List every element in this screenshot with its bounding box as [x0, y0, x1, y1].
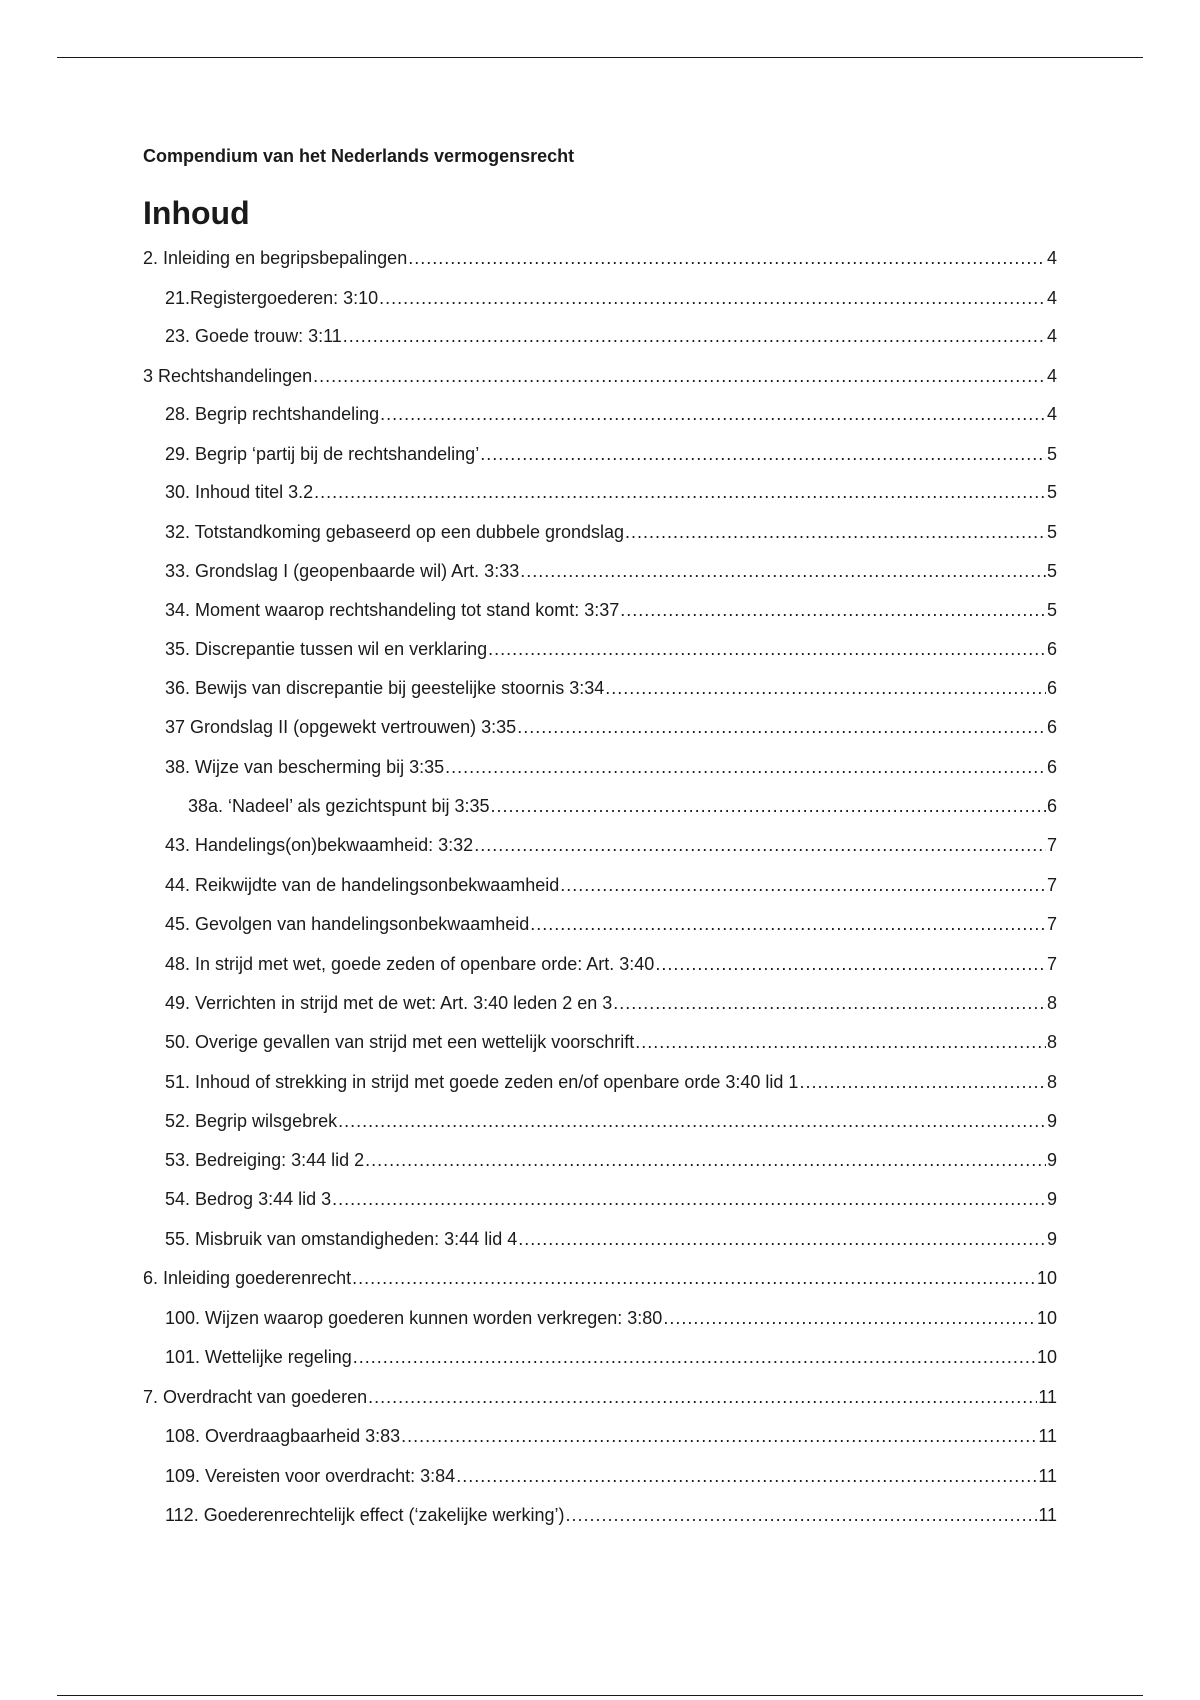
toc-entry-page-number: 7 — [1046, 835, 1057, 855]
toc-entry-page-number: 6 — [1046, 678, 1057, 698]
toc-entry-page-number: 11 — [1038, 1387, 1057, 1407]
toc-entry-page-number: 6 — [1046, 796, 1057, 816]
toc-dot-leader — [379, 285, 1046, 311]
toc-entry-page-number: 4 — [1046, 366, 1057, 386]
toc-entry-label: 29. Begrip ‘partij bij de rechtshandeling’ — [165, 444, 480, 464]
toc-dot-leader — [799, 1069, 1046, 1095]
toc-entry-page-number: 9 — [1046, 1229, 1057, 1249]
toc-entry-page-number: 4 — [1046, 326, 1057, 346]
toc-entry-page-number: 7 — [1046, 954, 1057, 974]
toc-entry-page-number: 9 — [1046, 1189, 1057, 1209]
toc-dot-leader — [663, 1305, 1036, 1331]
toc-entry[interactable] — [165, 323, 1057, 349]
toc-entry-page-number: 8 — [1046, 993, 1057, 1013]
toc-entry-label: 35. Discrepantie tussen wil en verklaring — [165, 639, 488, 659]
toc-dot-leader — [368, 1384, 1037, 1410]
toc-dot-leader — [338, 1108, 1046, 1134]
document-title: Compendium van het Nederlands vermogensrecht — [143, 146, 575, 166]
toc-entry[interactable] — [165, 714, 1057, 740]
toc-entry-page-number: 7 — [1046, 914, 1057, 934]
toc-entry-label: 48. In strijd met wet, goede zeden of openbare orde: Art. 3:40 — [165, 954, 655, 974]
toc-dot-leader — [560, 872, 1046, 898]
toc-entry-label: 54. Bedrog 3:44 lid 3 — [165, 1189, 332, 1209]
toc-entry[interactable] — [165, 990, 1057, 1016]
toc-dot-leader — [408, 245, 1046, 271]
toc-entry-page-number: 5 — [1046, 600, 1057, 620]
toc-entry-label: 32. Totstandkoming gebaseerd op een dubbele grondslag — [165, 522, 625, 542]
toc-entry-page-number: 10 — [1036, 1347, 1057, 1367]
toc-heading: Inhoud — [143, 195, 250, 231]
toc-dot-leader — [530, 911, 1046, 937]
toc-entry[interactable] — [165, 479, 1057, 505]
toc-dot-leader — [520, 558, 1046, 584]
toc-dot-leader — [517, 714, 1046, 740]
toc-entry-page-number: 6 — [1046, 757, 1057, 777]
toc-entry[interactable] — [165, 1502, 1057, 1528]
toc-entry-label: 53. Bedreiging: 3:44 lid 2 — [165, 1150, 365, 1170]
toc-entry[interactable] — [165, 441, 1057, 467]
toc-entry-page-number: 5 — [1046, 561, 1057, 581]
toc-entry[interactable] — [143, 363, 1057, 389]
toc-entry-page-number: 7 — [1046, 875, 1057, 895]
toc-entry-label: 28. Begrip rechtshandeling — [165, 404, 380, 424]
toc-entry[interactable] — [165, 1463, 1057, 1489]
toc-entry[interactable] — [143, 1384, 1057, 1410]
toc-entry-label: 109. Vereisten voor overdracht: 3:84 — [165, 1466, 456, 1486]
toc-entry-label: 45. Gevolgen van handelingsonbekwaamheid — [165, 914, 530, 934]
toc-entry-label: 2. Inleiding en begripsbepalingen — [143, 248, 408, 268]
toc-dot-leader — [605, 675, 1046, 701]
toc-dot-leader — [353, 1344, 1036, 1370]
toc-entry[interactable] — [143, 1265, 1057, 1291]
toc-entry-page-number: 5 — [1046, 522, 1057, 542]
toc-dot-leader — [518, 1226, 1046, 1252]
toc-entry[interactable] — [165, 872, 1057, 898]
toc-dot-leader — [480, 441, 1046, 467]
toc-dot-leader — [365, 1147, 1046, 1173]
toc-entry-label: 101. Wettelijke regeling — [165, 1347, 352, 1367]
toc-entry-label: 51. Inhoud of strekking in strijd met goede zeden en/of openbare orde 3:40 lid 1 — [165, 1072, 799, 1092]
toc-entry[interactable] — [165, 558, 1057, 584]
toc-entry-label: 50. Overige gevallen van strijd met een wettelijk voorschrift — [165, 1032, 635, 1052]
toc-dot-leader — [635, 1029, 1046, 1055]
toc-dot-leader — [620, 597, 1046, 623]
toc-entry[interactable] — [165, 1344, 1057, 1370]
header-rule — [57, 57, 1143, 58]
toc-dot-leader — [474, 832, 1046, 858]
toc-entry-label: 23. Goede trouw: 3:11 — [165, 326, 342, 346]
toc-entry[interactable] — [165, 675, 1057, 701]
toc-entry-page-number: 6 — [1046, 639, 1057, 659]
toc-entry-page-number: 8 — [1046, 1072, 1057, 1092]
toc-entry-label: 36. Bewijs van discrepantie bij geestelijke stoornis 3:34 — [165, 678, 605, 698]
toc-dot-leader — [313, 363, 1046, 389]
toc-entry[interactable] — [165, 1186, 1057, 1212]
toc-entry-page-number: 11 — [1038, 1466, 1057, 1486]
toc-entry[interactable] — [165, 951, 1057, 977]
toc-entry-label: 33. Grondslag I (geopenbaarde wil) Art. 3:33 — [165, 561, 520, 581]
toc-entry[interactable] — [165, 1147, 1057, 1173]
toc-dot-leader — [456, 1463, 1037, 1489]
toc-entry-page-number: 10 — [1036, 1268, 1057, 1288]
toc-entry[interactable] — [165, 1226, 1057, 1252]
toc-entry-label: 6. Inleiding goederenrecht — [143, 1268, 352, 1288]
toc-dot-leader — [491, 793, 1046, 819]
toc-entry[interactable] — [165, 1069, 1057, 1095]
toc-entry[interactable] — [165, 754, 1057, 780]
toc-dot-leader — [401, 1423, 1037, 1449]
toc-dot-leader — [314, 479, 1046, 505]
toc-entry-label: 38a. ‘Nadeel’ als gezichtspunt bij 3:35 — [188, 796, 490, 816]
toc-entry[interactable] — [165, 519, 1057, 545]
toc-entry-page-number: 6 — [1046, 717, 1057, 737]
toc-entry[interactable] — [165, 597, 1057, 623]
toc-entry-page-number: 9 — [1046, 1150, 1057, 1170]
toc-entry-page-number: 4 — [1046, 404, 1057, 424]
toc-entry[interactable] — [165, 285, 1057, 311]
toc-entry-page-number: 11 — [1038, 1426, 1057, 1446]
toc-entry-label: 3 Rechtshandelingen — [143, 366, 313, 386]
toc-entry[interactable] — [188, 793, 1057, 819]
toc-entry-label: 112. Goederenrechtelijk effect (‘zakelijke werking’) — [165, 1505, 565, 1525]
toc-dot-leader — [566, 1502, 1038, 1528]
toc-entry[interactable] — [165, 911, 1057, 937]
footer-rule — [57, 1695, 1143, 1696]
toc-dot-leader — [445, 754, 1046, 780]
toc-entry-label: 44. Reikwijdte van de handelingsonbekwaamheid — [165, 875, 560, 895]
toc-entry-page-number: 9 — [1046, 1111, 1057, 1131]
toc-dot-leader — [343, 323, 1046, 349]
toc-entry[interactable] — [143, 245, 1057, 271]
toc-entry[interactable] — [165, 1423, 1057, 1449]
toc-entry[interactable] — [165, 832, 1057, 858]
toc-entry[interactable] — [165, 1305, 1057, 1331]
toc-dot-leader — [380, 401, 1046, 427]
toc-entry-page-number: 8 — [1046, 1032, 1057, 1052]
toc-entry-label: 34. Moment waarop rechtshandeling tot stand komt: 3:37 — [165, 600, 620, 620]
toc-dot-leader — [332, 1186, 1046, 1212]
toc-entry[interactable] — [165, 1029, 1057, 1055]
toc-entry-page-number: 5 — [1046, 482, 1057, 502]
toc-entry-page-number: 5 — [1046, 444, 1057, 464]
toc-entry-label: 52. Begrip wilsgebrek — [165, 1111, 338, 1131]
toc-entry-page-number: 4 — [1046, 248, 1057, 268]
toc-entry-label: 21.Registergoederen: 3:10 — [165, 288, 379, 308]
toc-entry-label: 55. Misbruik van omstandigheden: 3:44 lid 4 — [165, 1229, 518, 1249]
toc-entry-page-number: 4 — [1046, 288, 1057, 308]
toc-entry-label: 108. Overdraagbaarheid 3:83 — [165, 1426, 401, 1446]
toc-dot-leader — [488, 636, 1046, 662]
toc-entry-page-number: 11 — [1038, 1505, 1057, 1525]
toc-dot-leader — [352, 1265, 1036, 1291]
toc-entry-label: 43. Handelings(on)bekwaamheid: 3:32 — [165, 835, 474, 855]
toc-entry-label: 7. Overdracht van goederen — [143, 1387, 368, 1407]
toc-entry[interactable] — [165, 636, 1057, 662]
toc-dot-leader — [625, 519, 1046, 545]
toc-entry-label: 49. Verrichten in strijd met de wet: Art. 3:40 leden 2 en 3 — [165, 993, 613, 1013]
toc-dot-leader — [655, 951, 1046, 977]
toc-entry[interactable] — [165, 1108, 1057, 1134]
toc-dot-leader — [613, 990, 1046, 1016]
toc-entry[interactable] — [165, 401, 1057, 427]
toc-entry-label: 30. Inhoud titel 3.2 — [165, 482, 314, 502]
toc-entry-page-number: 10 — [1036, 1308, 1057, 1328]
toc-entry-label: 100. Wijzen waarop goederen kunnen worden verkregen: 3:80 — [165, 1308, 663, 1328]
toc-entry-label: 37 Grondslag II (opgewekt vertrouwen) 3:35 — [165, 717, 517, 737]
toc-entry-label: 38. Wijze van bescherming bij 3:35 — [165, 757, 445, 777]
